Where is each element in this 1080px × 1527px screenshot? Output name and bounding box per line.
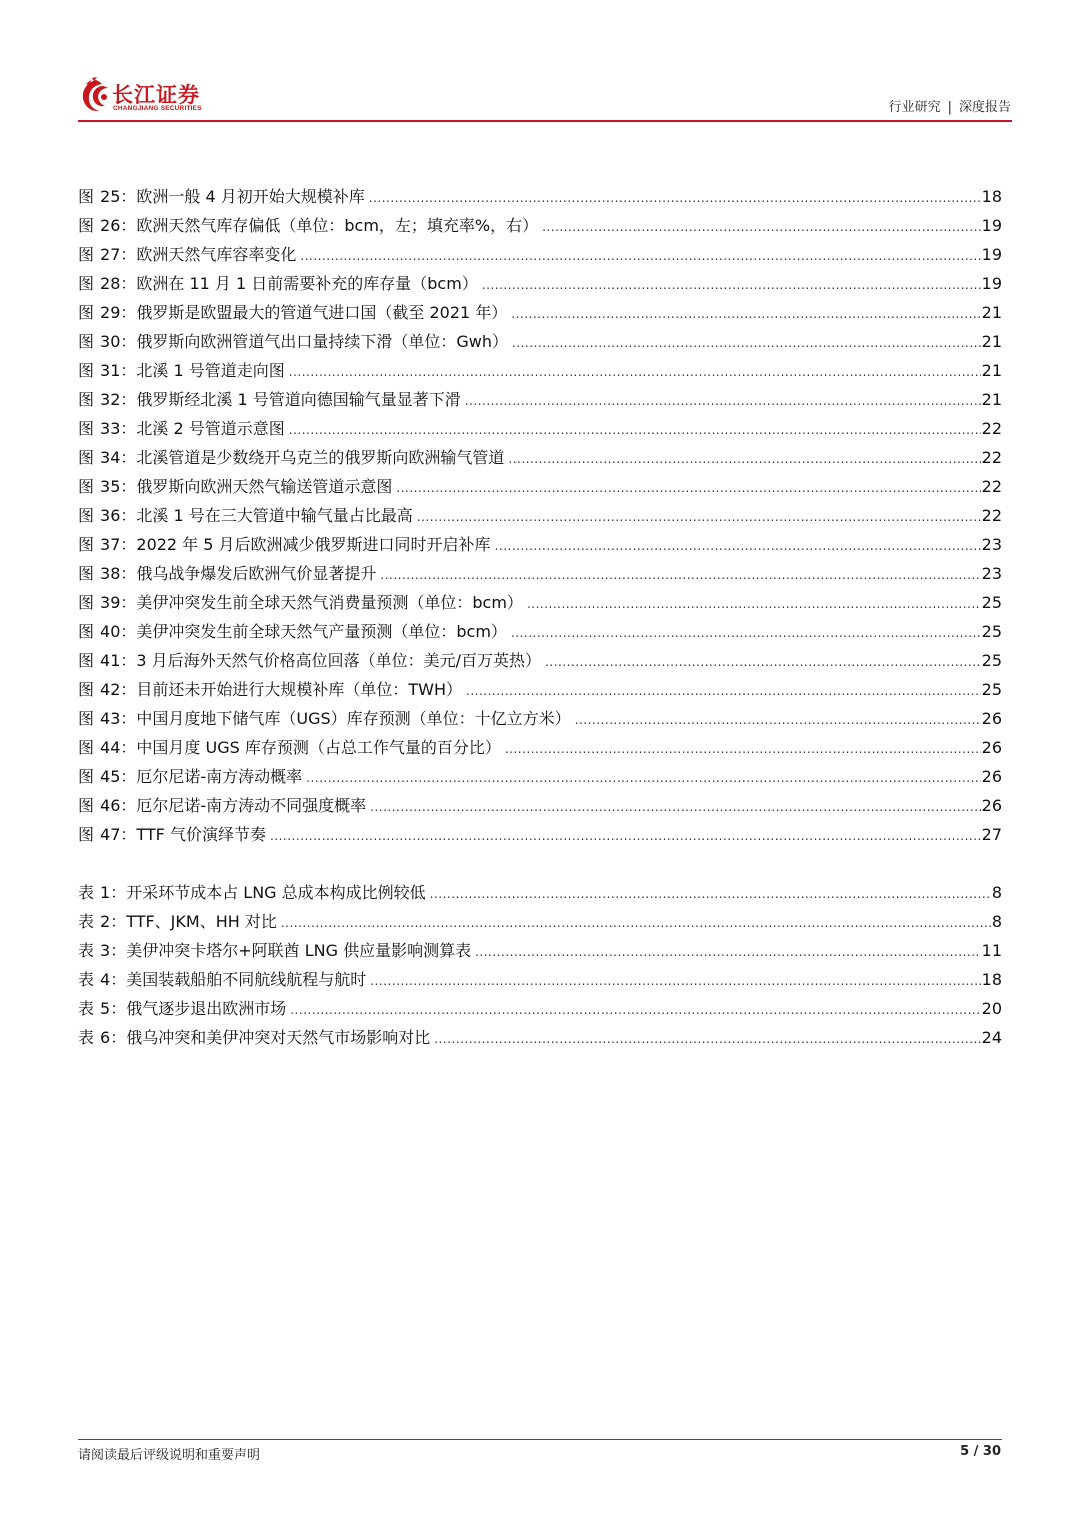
entry-page-number: 20 xyxy=(981,999,1002,1018)
dot-leader xyxy=(380,561,980,590)
entry-prefix: 图 xyxy=(78,448,95,467)
entry-prefix: 图 xyxy=(78,361,95,380)
entry-page-number: 26 xyxy=(981,796,1002,815)
dot-leader xyxy=(306,764,980,793)
phoenix-logo-icon xyxy=(78,76,114,114)
entry-number: 27： xyxy=(100,245,137,264)
dot-leader xyxy=(508,445,980,474)
section-label: 行业研究 xyxy=(888,100,941,115)
dot-leader xyxy=(465,387,981,416)
entry-number: 1： xyxy=(100,883,127,902)
figure-entry[interactable] xyxy=(78,182,1002,211)
entry-number: 29： xyxy=(100,303,137,322)
entry-prefix: 图 xyxy=(78,738,95,757)
table-entry[interactable] xyxy=(78,994,1002,1023)
entry-number: 32： xyxy=(100,390,137,409)
entry-page-number: 8 xyxy=(991,883,1002,902)
entry-page-number: 18 xyxy=(981,187,1002,206)
entry-page-number: 19 xyxy=(981,274,1002,293)
report-type-label: 深度报告 xyxy=(958,100,1011,115)
entry-number: 4： xyxy=(100,970,127,989)
dot-leader xyxy=(417,503,981,532)
entry-title: 3 月后海外天然气价格高位回落（单位：美元/百万英热） xyxy=(136,651,542,670)
dot-leader xyxy=(434,1025,980,1054)
figure-entry[interactable] xyxy=(78,733,1002,762)
entry-number: 38： xyxy=(100,564,137,583)
entry-prefix: 图 xyxy=(78,332,95,351)
entry-prefix: 图 xyxy=(78,216,95,235)
entry-prefix: 图 xyxy=(78,709,95,728)
entry-prefix: 图 xyxy=(78,187,95,206)
entry-title: TTF、JKM、HH 对比 xyxy=(126,912,277,931)
figure-entry[interactable] xyxy=(78,588,1002,617)
figure-entry[interactable] xyxy=(78,356,1002,385)
figure-entry[interactable] xyxy=(78,298,1002,327)
figure-entry[interactable] xyxy=(78,211,1002,240)
entry-title: 北溪 2 号管道示意图 xyxy=(136,419,285,438)
dot-leader xyxy=(370,967,980,996)
entry-page-number: 19 xyxy=(981,216,1002,235)
figure-entry[interactable] xyxy=(78,617,1002,646)
entry-prefix: 图 xyxy=(78,477,95,496)
footer-divider xyxy=(78,1439,1002,1440)
entry-number: 5： xyxy=(100,999,127,1018)
entry-page-number: 24 xyxy=(981,1028,1002,1047)
table-entry[interactable] xyxy=(78,965,1002,994)
entry-number: 37： xyxy=(100,535,137,554)
report-category xyxy=(889,96,1011,115)
dot-leader xyxy=(270,822,981,851)
entry-page-number: 21 xyxy=(981,303,1002,322)
dot-leader xyxy=(542,213,981,242)
dot-leader xyxy=(281,909,991,938)
entry-prefix: 图 xyxy=(78,303,95,322)
section-gap xyxy=(78,849,1002,878)
entry-title: 欧洲在 11 月 1 日前需要补充的库存量（bcm） xyxy=(136,274,478,293)
table-list xyxy=(78,878,1002,1052)
entry-number: 6： xyxy=(100,1028,127,1047)
dot-leader xyxy=(511,619,981,648)
entry-number: 33： xyxy=(100,419,137,438)
entry-title: 中国月度 UGS 库存预测（占总工作气量的百分比） xyxy=(136,738,501,757)
page-number: 5 / 30 xyxy=(960,1444,1001,1459)
entry-page-number: 21 xyxy=(981,361,1002,380)
dot-leader xyxy=(575,706,981,735)
entry-page-number: 19 xyxy=(981,245,1002,264)
entry-title: 2022 年 5 月后欧洲减少俄罗斯进口同时开启补库 xyxy=(136,535,491,554)
entry-title: 欧洲天然气库存偏低（单位：bcm，左；填充率%，右） xyxy=(136,216,539,235)
dot-leader xyxy=(527,590,981,619)
logo-wordmark-cn: 长江证券 xyxy=(112,83,200,107)
entry-page-number: 26 xyxy=(981,767,1002,786)
entry-prefix: 表 xyxy=(78,941,95,960)
dot-leader xyxy=(495,532,981,561)
entry-prefix: 图 xyxy=(78,651,95,670)
entry-title: 俄乌冲突和美伊冲突对天然气市场影响对比 xyxy=(126,1028,431,1047)
dot-leader xyxy=(482,271,981,300)
dot-leader xyxy=(545,648,981,677)
figure-entry[interactable] xyxy=(78,646,1002,675)
entry-number: 43： xyxy=(100,709,137,728)
figure-entry[interactable] xyxy=(78,269,1002,298)
entry-prefix: 图 xyxy=(78,767,95,786)
entry-page-number: 27 xyxy=(981,825,1002,844)
entry-title: 北溪管道是少数绕开乌克兰的俄罗斯向欧洲输气管道 xyxy=(136,448,505,467)
entry-number: 26： xyxy=(100,216,137,235)
entry-page-number: 22 xyxy=(981,419,1002,438)
entry-prefix: 表 xyxy=(78,970,95,989)
entry-title: 中国月度地下储气库（UGS）库存预测（单位：十亿立方米） xyxy=(136,709,571,728)
figure-entry[interactable] xyxy=(78,530,1002,559)
header-divider xyxy=(78,120,1012,122)
entry-page-number: 21 xyxy=(981,332,1002,351)
figure-entry[interactable] xyxy=(78,385,1002,414)
entry-title: TTF 气价演绎节奏 xyxy=(136,825,266,844)
dot-leader xyxy=(290,996,980,1025)
entry-prefix: 图 xyxy=(78,680,95,699)
entry-prefix: 图 xyxy=(78,274,95,293)
entry-page-number: 22 xyxy=(981,477,1002,496)
entry-page-number: 25 xyxy=(981,622,1002,641)
entry-page-number: 26 xyxy=(981,709,1002,728)
entry-prefix: 图 xyxy=(78,564,95,583)
entry-page-number: 18 xyxy=(981,970,1002,989)
figure-entry[interactable] xyxy=(78,791,1002,820)
entry-page-number: 26 xyxy=(981,738,1002,757)
entry-page-number: 22 xyxy=(981,506,1002,525)
figure-entry[interactable] xyxy=(78,704,1002,733)
figure-entry[interactable] xyxy=(78,501,1002,530)
entry-title: 俄罗斯经北溪 1 号管道向德国输气量显著下滑 xyxy=(136,390,461,409)
entry-title: 欧洲天然气库容率变化 xyxy=(136,245,297,264)
dot-leader xyxy=(396,474,980,503)
entry-number: 31： xyxy=(100,361,137,380)
dot-leader xyxy=(289,358,981,387)
dot-leader xyxy=(370,793,980,822)
entry-prefix: 图 xyxy=(78,245,95,264)
entry-page-number: 23 xyxy=(981,564,1002,583)
entry-page-number: 22 xyxy=(981,448,1002,467)
entry-number: 35： xyxy=(100,477,137,496)
entry-number: 41： xyxy=(100,651,137,670)
entry-number: 2： xyxy=(100,912,127,931)
entry-title: 俄罗斯向欧洲天然气输送管道示意图 xyxy=(136,477,393,496)
entry-number: 44： xyxy=(100,738,137,757)
dot-leader xyxy=(369,184,981,213)
figure-entry[interactable] xyxy=(78,414,1002,443)
entry-number: 36： xyxy=(100,506,137,525)
dot-leader xyxy=(289,416,981,445)
logo-wordmark-en: CHANGJIANG SECURITIES xyxy=(113,105,202,112)
entry-prefix: 图 xyxy=(78,506,95,525)
entry-page-number: 23 xyxy=(981,535,1002,554)
entry-number: 45： xyxy=(100,767,137,786)
entry-title: 美伊冲突发生前全球天然气产量预测（单位：bcm） xyxy=(136,622,507,641)
entry-prefix: 表 xyxy=(78,1028,95,1047)
entry-prefix: 图 xyxy=(78,535,95,554)
entry-number: 3： xyxy=(100,941,127,960)
table-entry[interactable] xyxy=(78,936,1002,965)
entry-prefix: 图 xyxy=(78,419,95,438)
entry-page-number: 25 xyxy=(981,593,1002,612)
entry-prefix: 表 xyxy=(78,912,95,931)
entry-title: 俄气逐步退出欧洲市场 xyxy=(126,999,287,1018)
entry-title: 俄乌战争爆发后欧洲气价显著提升 xyxy=(136,564,377,583)
entry-prefix: 图 xyxy=(78,796,95,815)
entry-number: 28： xyxy=(100,274,137,293)
table-entry[interactable] xyxy=(78,907,1002,936)
entry-page-number: 25 xyxy=(981,651,1002,670)
table-entry[interactable] xyxy=(78,1023,1002,1052)
entry-number: 39： xyxy=(100,593,137,612)
dot-leader xyxy=(466,677,981,706)
entry-title: 俄罗斯是欧盟最大的管道气进口国（截至 2021 年） xyxy=(136,303,508,322)
figure-entry[interactable] xyxy=(78,559,1002,588)
entry-page-number: 21 xyxy=(981,390,1002,409)
figure-entry[interactable] xyxy=(78,472,1002,501)
figure-entry[interactable] xyxy=(78,820,1002,849)
entry-title: 美伊冲突卡塔尔+阿联酋 LNG 供应量影响测算表 xyxy=(126,941,472,960)
entry-number: 34： xyxy=(100,448,137,467)
entry-title: 厄尔尼诺-南方涛动不同强度概率 xyxy=(136,796,367,815)
dot-leader xyxy=(430,880,991,909)
figure-entry[interactable] xyxy=(78,240,1002,269)
figure-entry[interactable] xyxy=(78,675,1002,704)
entry-title: 开采环节成本占 LNG 总成本构成比例较低 xyxy=(126,883,426,902)
entry-title: 北溪 1 号管道走向图 xyxy=(136,361,285,380)
entry-page-number: 11 xyxy=(981,941,1002,960)
entry-page-number: 25 xyxy=(981,680,1002,699)
entry-number: 47： xyxy=(100,825,137,844)
entry-page-number: 8 xyxy=(991,912,1002,931)
entry-number: 25： xyxy=(100,187,137,206)
entry-prefix: 图 xyxy=(78,622,95,641)
dot-leader xyxy=(512,329,981,358)
disclaimer-note: 请阅读最后评级说明和重要声明 xyxy=(78,1448,261,1463)
entry-title: 俄罗斯向欧洲管道气出口量持续下滑（单位：Gwh） xyxy=(136,332,509,351)
figure-entry[interactable] xyxy=(78,762,1002,791)
entry-title: 目前还未开始进行大规模补库（单位：TWH） xyxy=(136,680,463,699)
figure-entry[interactable] xyxy=(78,327,1002,356)
entry-title: 美伊冲突发生前全球天然气消费量预测（单位：bcm） xyxy=(136,593,523,612)
list-of-figures-and-tables xyxy=(78,182,1002,1052)
entry-prefix: 图 xyxy=(78,593,95,612)
dot-leader xyxy=(475,938,981,967)
table-entry[interactable] xyxy=(78,878,1002,907)
entry-title: 欧洲一般 4 月初开始大规模补库 xyxy=(136,187,365,206)
figure-list xyxy=(78,182,1002,849)
dot-leader xyxy=(511,300,980,329)
dot-leader xyxy=(505,735,981,764)
entry-prefix: 表 xyxy=(78,999,95,1018)
dot-leader xyxy=(300,242,980,271)
entry-prefix: 表 xyxy=(78,883,95,902)
entry-title: 厄尔尼诺-南方涛动概率 xyxy=(136,767,303,786)
header-separator: | xyxy=(947,100,952,115)
entry-number: 40： xyxy=(100,622,137,641)
entry-title: 北溪 1 号在三大管道中输气量占比最高 xyxy=(136,506,413,525)
entry-prefix: 图 xyxy=(78,390,95,409)
figure-entry[interactable] xyxy=(78,443,1002,472)
entry-title: 美国装载船舶不同航线航程与航时 xyxy=(126,970,367,989)
company-logo xyxy=(78,76,228,116)
entry-prefix: 图 xyxy=(78,825,95,844)
entry-number: 42： xyxy=(100,680,137,699)
entry-number: 46： xyxy=(100,796,137,815)
entry-number: 30： xyxy=(100,332,137,351)
